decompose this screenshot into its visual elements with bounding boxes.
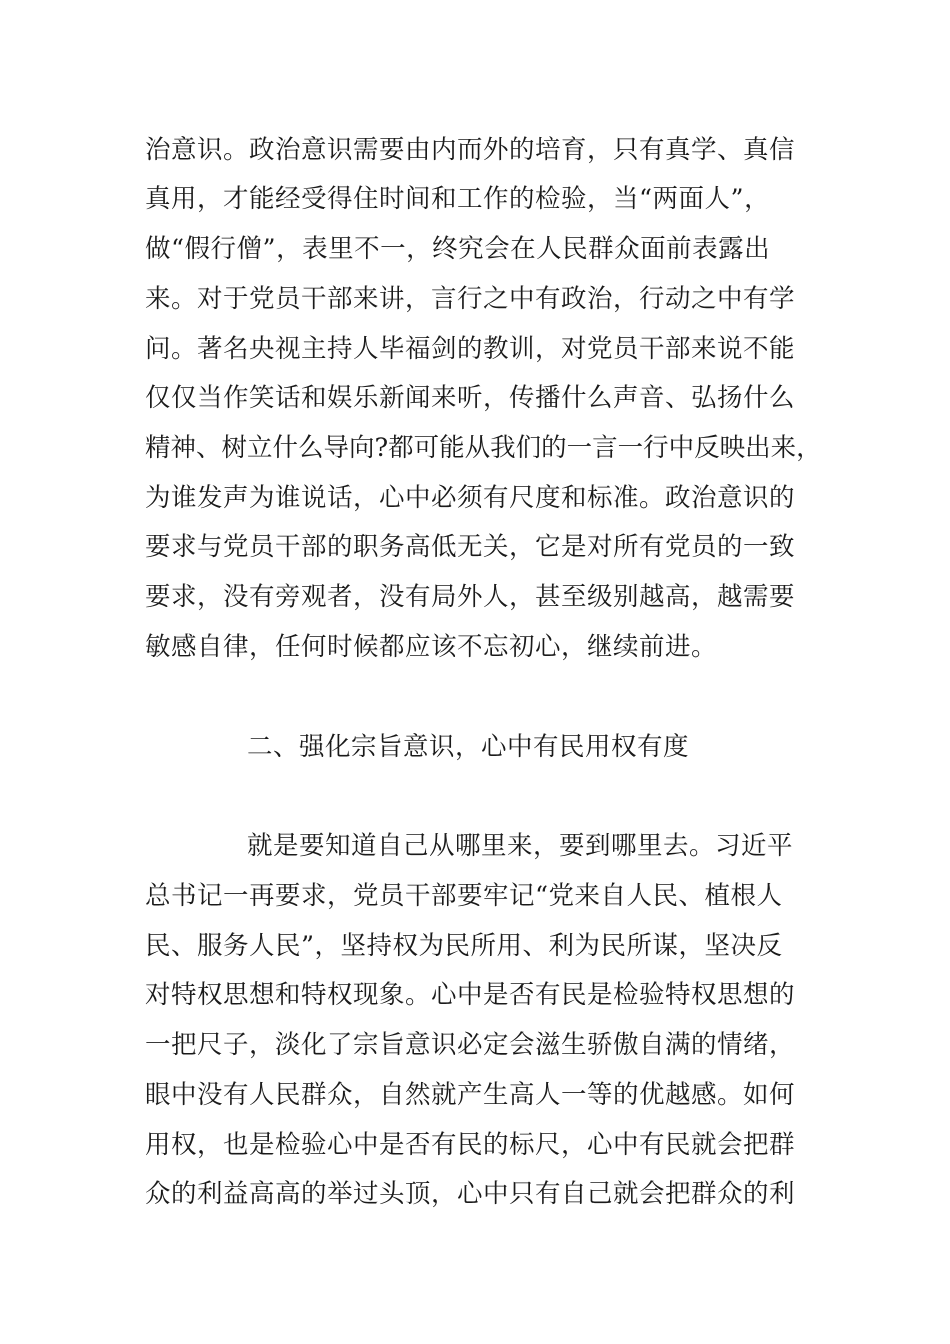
paragraph-2-line-7: 用权，也是检验心中是否有民的标尺，心中有民就会把群: [145, 1130, 796, 1160]
paragraph-1-line-10: 要求，没有旁观者，没有局外人，甚至级别越高，越需要: [145, 582, 796, 612]
paragraph-1-line-7: 精神、树立什么导向?都可能从我们的一言一行中反映出来，: [145, 433, 822, 463]
paragraph-2-line-3: 民、服务人民”，坚持权为民所用、利为民所谋，坚决反: [145, 931, 783, 961]
paragraph-1-line-3: 做“假行僧”，表里不一，终究会在人民群众面前表露出: [145, 234, 771, 264]
paragraph-2-line-8: 众的利益高高的举过头顶，心中只有自己就会把群众的利: [145, 1179, 796, 1209]
paragraph-2-line-1: 就是要知道自己从哪里来，要到哪里去。习近平: [247, 831, 794, 861]
paragraph-1-line-1: 治意识。政治意识需要由内而外的培育，只有真学、真信: [145, 135, 796, 165]
paragraph-1-line-8: 为谁发声为谁说话，心中必须有尺度和标准。政治意识的: [145, 483, 796, 513]
section-heading: 二、强化宗旨意识，心中有民用权有度: [247, 732, 690, 762]
paragraph-1-line-4: 来。对于党员干部来讲，言行之中有政治，行动之中有学: [145, 284, 796, 314]
paragraph-2-line-4: 对特权思想和特权现象。心中是否有民是检验特权思想的: [145, 980, 796, 1010]
paragraph-2-line-6: 眼中没有人民群众，自然就产生高人一等的优越感。如何: [145, 1080, 796, 1110]
paragraph-2-line-5: 一把尺子，淡化了宗旨意识必定会滋生骄傲自满的情绪，: [145, 1030, 796, 1060]
paragraph-1-line-6: 仅仅当作笑话和娱乐新闻来听，传播什么声音、弘扬什么: [145, 383, 796, 413]
paragraph-1-line-9: 要求与党员干部的职务高低无关，它是对所有党员的一致: [145, 532, 796, 562]
paragraph-1-line-5: 问。著名央视主持人毕福剑的教训，对党员干部来说不能: [145, 334, 796, 364]
paragraph-1-line-2: 真用，才能经受得住时间和工作的检验，当“两面人”，: [145, 184, 771, 214]
paragraph-2-line-2: 总书记一再要求，党员干部要牢记“党来自人民、植根人: [145, 881, 783, 911]
paragraph-1-line-11: 敏感自律，任何时候都应该不忘初心，继续前进。: [145, 632, 718, 662]
